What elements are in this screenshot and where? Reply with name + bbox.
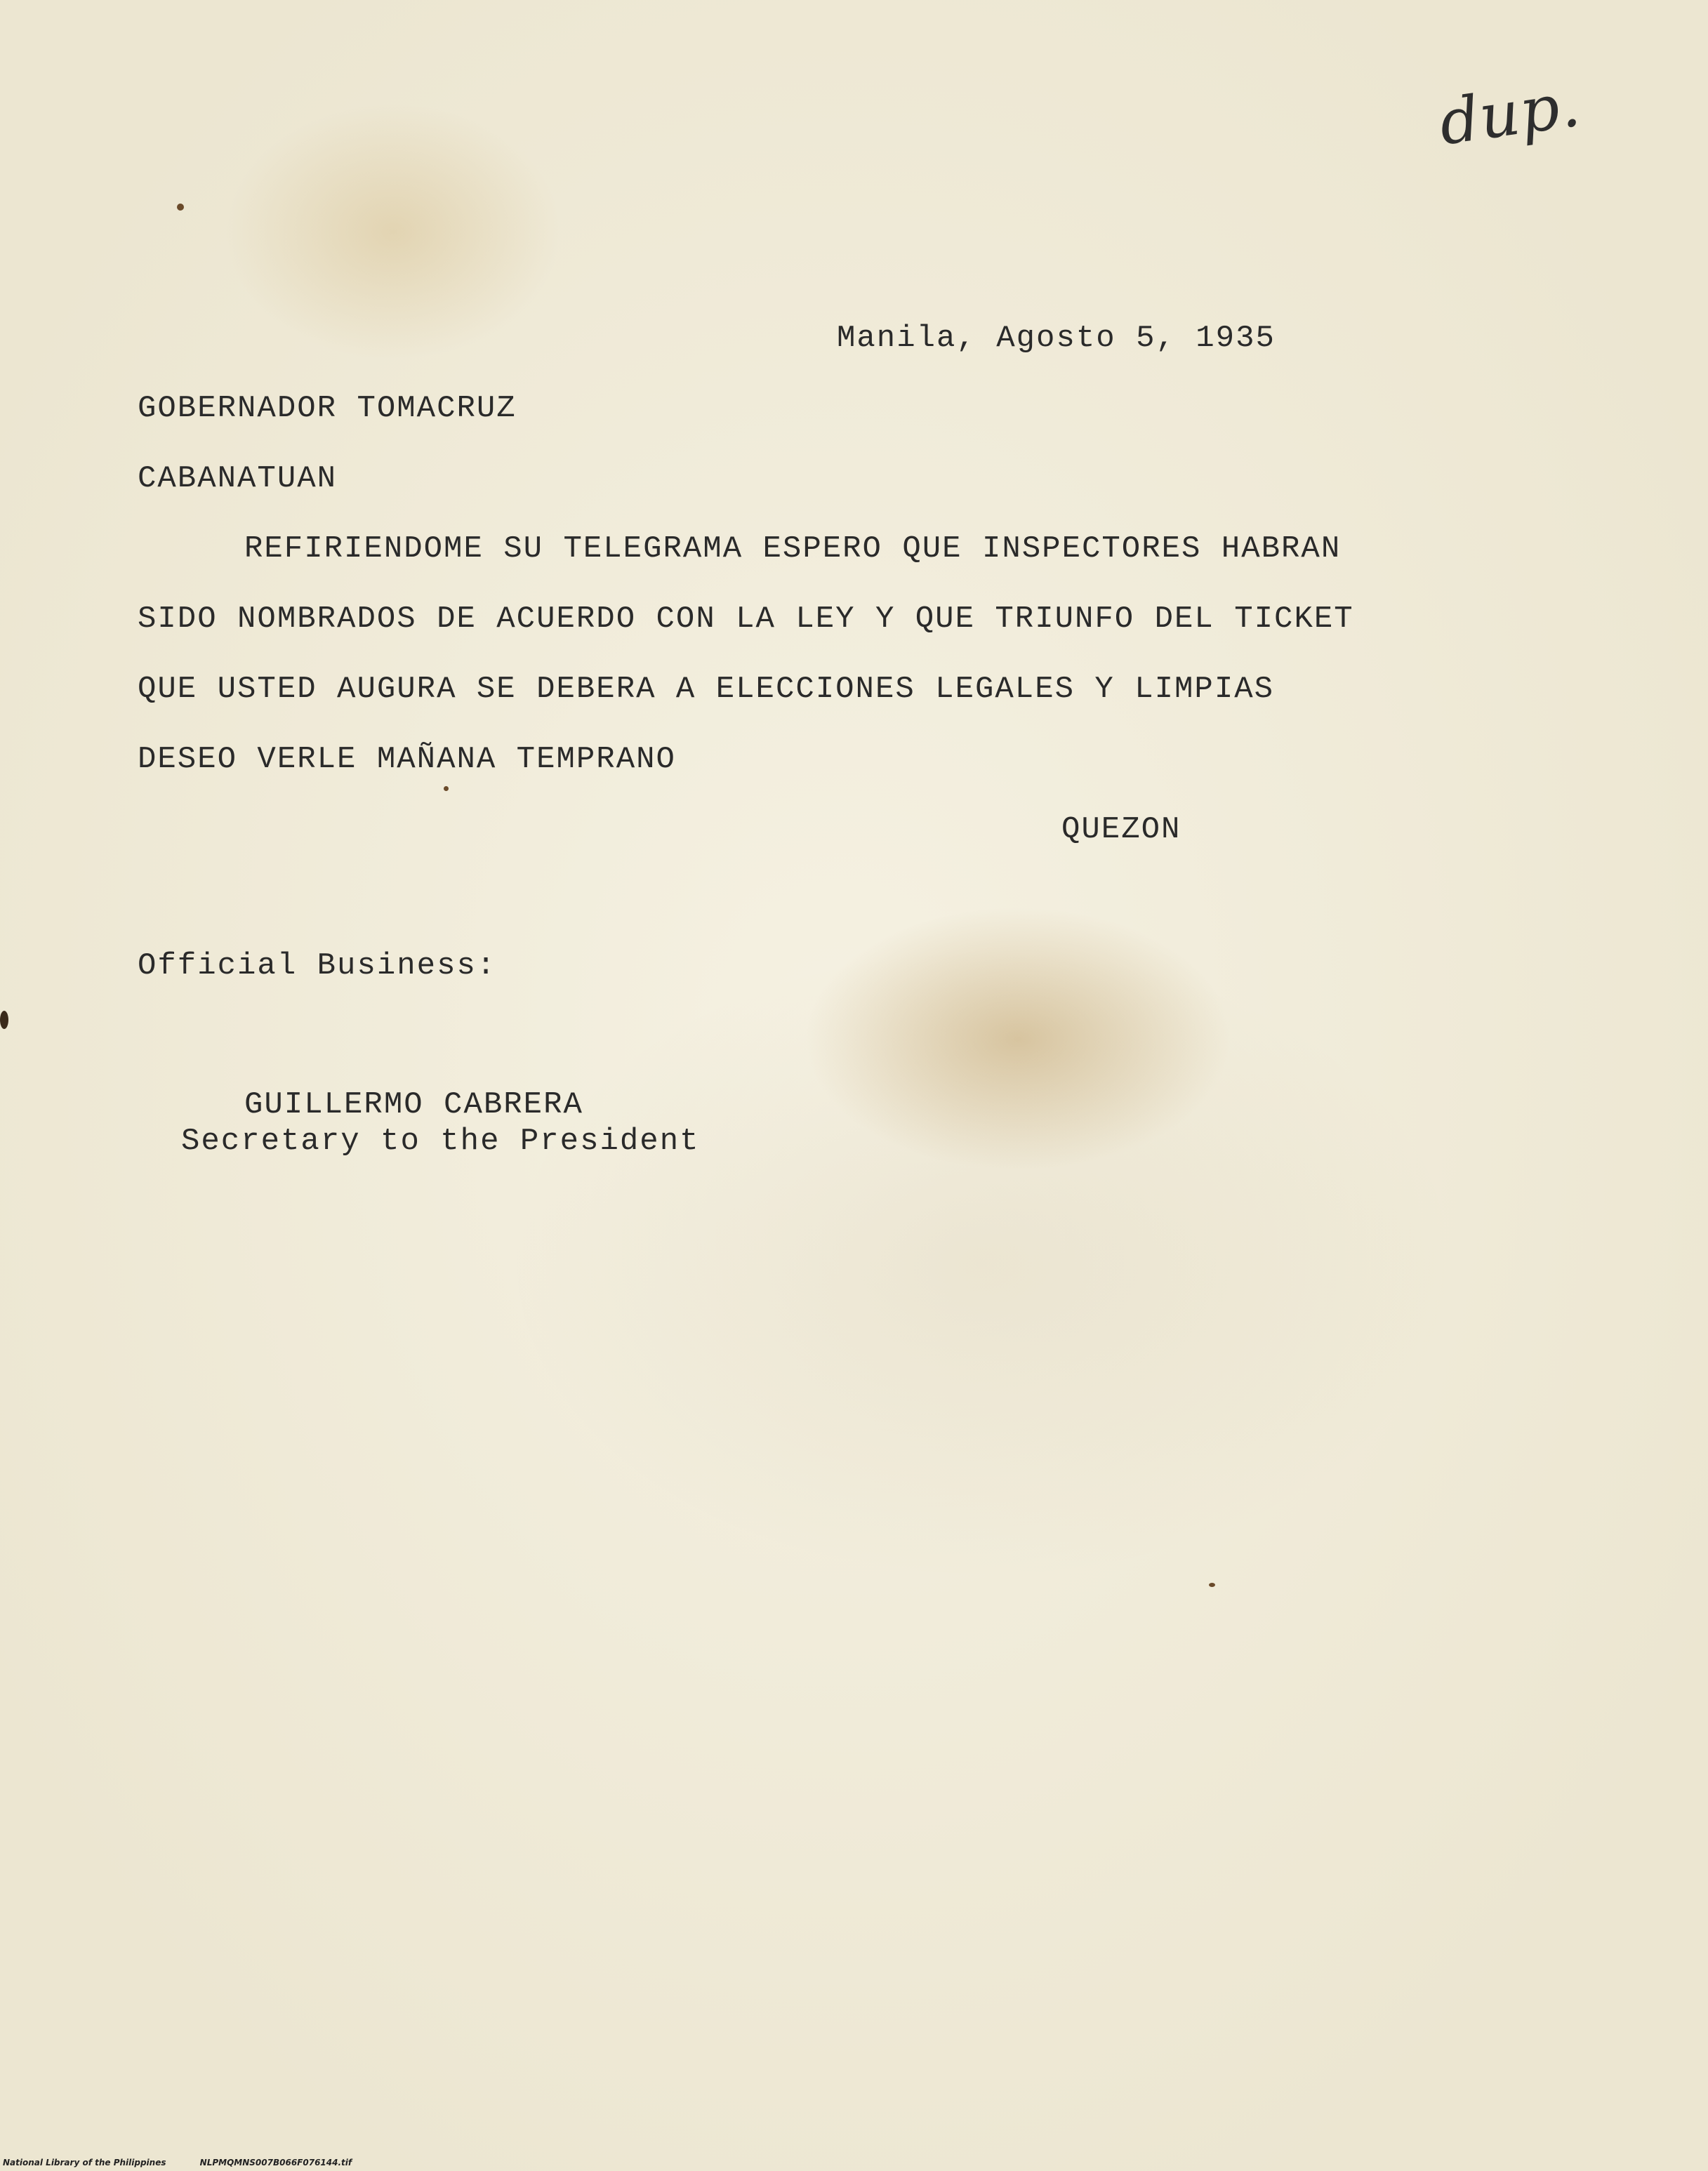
paper-speck <box>444 786 449 791</box>
paper-speck <box>177 204 184 211</box>
footer-library: National Library of the Philippines <box>3 2158 166 2167</box>
official-business-label: Official Business: <box>138 948 497 983</box>
paper-speck <box>0 1011 8 1029</box>
addressee: GOBERNADOR TOMACRUZ <box>138 391 517 426</box>
paper-speck <box>1209 1583 1215 1587</box>
secretary-name: GUILLERMO CABRERA <box>244 1087 583 1122</box>
body-line: REFIRIENDOME SU TELEGRAMA ESPERO QUE INSPECTORES HABRAN <box>244 531 1342 566</box>
handwritten-note: dup. <box>1434 67 1585 159</box>
secretary-title: Secretary to the President <box>181 1124 700 1159</box>
signature: QUEZON <box>1061 812 1181 847</box>
date-line: Manila, Agosto 5, 1935 <box>837 321 1276 356</box>
location: CABANATUAN <box>138 461 338 496</box>
scan-footer <box>3 2158 383 2167</box>
footer-file-id: NLPMQMNS007B066F076144.tif <box>199 2158 352 2167</box>
body-line: DESEO VERLE MAÑANA TEMPRANO <box>138 742 676 777</box>
body-line: QUE USTED AUGURA SE DEBERA A ELECCIONES LEGALES Y LIMPIAS <box>138 672 1275 707</box>
body-line: SIDO NOMBRADOS DE ACUERDO CON LA LEY Y QUE TRIUNFO DEL TICKET <box>138 602 1354 637</box>
